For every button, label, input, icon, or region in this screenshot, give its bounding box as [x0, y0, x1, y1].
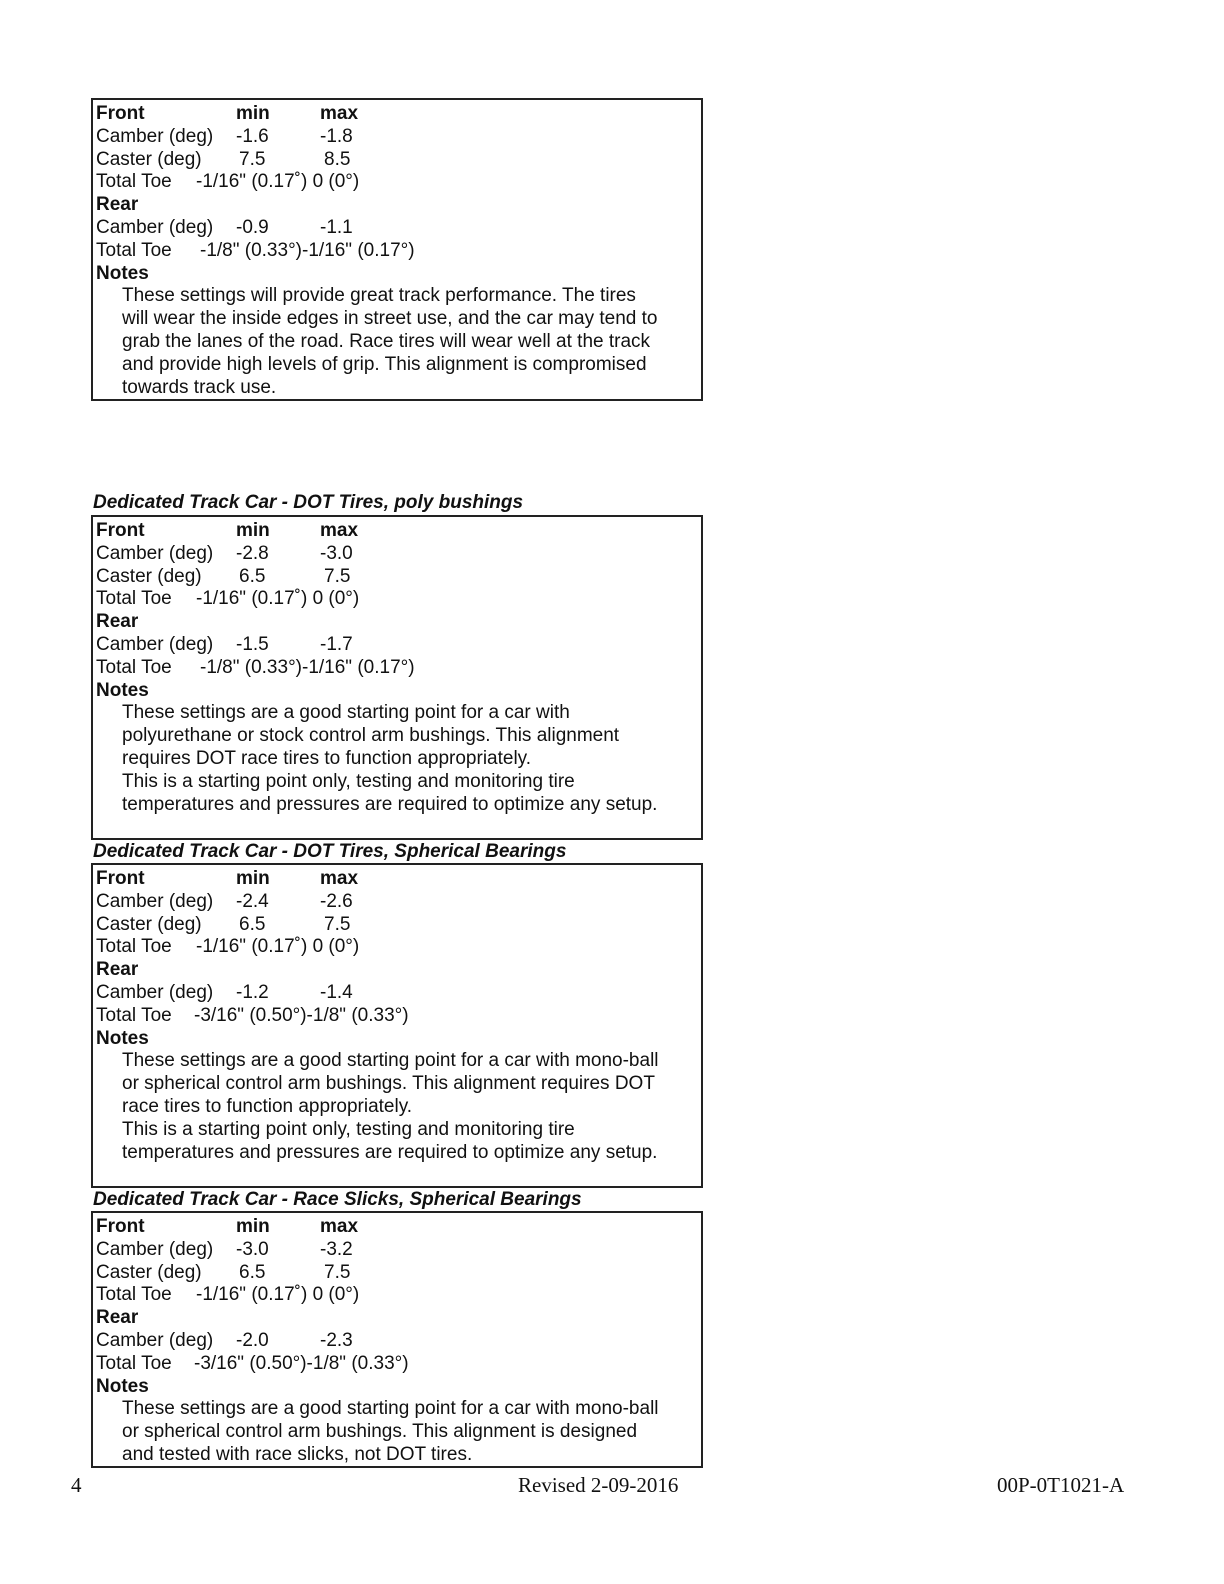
front-caster-row — [96, 1262, 701, 1285]
notes-header-row — [96, 1376, 701, 1399]
max-column-label: max — [320, 1216, 359, 1237]
max-column-label: max — [320, 868, 359, 889]
front-caster-row — [96, 149, 701, 172]
front-heading: Front — [96, 103, 145, 124]
rear-heading: Rear — [96, 1307, 139, 1329]
front-toe-row — [96, 1284, 701, 1307]
front-camber-row — [96, 891, 701, 914]
toe-label: Total Toe — [96, 656, 172, 678]
camber-max: -3.0 — [320, 542, 353, 564]
rear-toe-row — [96, 657, 701, 680]
camber-min: -3.0 — [236, 1238, 269, 1260]
rear-camber-row — [96, 1330, 701, 1353]
camber-label: Camber (deg) — [96, 125, 214, 147]
camber-label: Camber (deg) — [96, 542, 214, 564]
front-toe-row — [96, 588, 701, 611]
front-camber-row — [96, 1239, 701, 1262]
front-heading: Front — [96, 868, 145, 889]
rear-heading: Rear — [96, 959, 139, 981]
alignment-spec-box-dot-spherical — [91, 863, 703, 1188]
toe-label: Total Toe — [96, 239, 172, 261]
notes-paragraph: These settings are a good starting point for a car with mono-ball or spherical control arm bushings. This alignment is designed and tested with race slicks, not DOT tires. — [122, 1398, 659, 1465]
caster-label: Caster (deg) — [96, 565, 202, 587]
notes-heading: Notes — [96, 679, 149, 701]
camber-max: -1.8 — [320, 125, 353, 147]
toe-value: -3/16" (0.50°)-1/8" (0.33°) — [194, 1352, 409, 1374]
camber-label: Camber (deg) — [96, 981, 214, 1003]
notes-paragraph: These settings are a good starting point for a car with mono-ball or spherical control arm bushings. This alignment requires DOT race tires to function appropriately. — [122, 1050, 659, 1117]
notes-paragraph: This is a starting point only, testing and monitoring tire temperatures and pressures are required to optimize any setup. — [122, 1118, 658, 1163]
camber-label: Camber (deg) — [96, 1329, 214, 1351]
page-number: 4 — [71, 1473, 82, 1497]
camber-label: Camber (deg) — [96, 633, 214, 655]
rear-header-row — [96, 611, 701, 634]
front-toe-row — [96, 171, 701, 194]
section-title-slicks-spherical: Dedicated Track Car - Race Slicks, Spherical Bearings — [93, 1189, 582, 1210]
camber-min: -2.0 — [236, 1329, 269, 1351]
front-header-row — [96, 103, 701, 126]
notes-paragraph: These settings will provide great track performance. The tires will wear the inside edges in street use, and the car may tend to grab the lanes of the road. Race tires will wear well at the track and provide high levels of grip. This alignment is compromised towards track use. — [122, 285, 658, 398]
camber-min: -0.9 — [236, 216, 269, 238]
caster-min: 6.5 — [239, 1261, 266, 1283]
front-header-row — [96, 520, 701, 543]
caster-label: Caster (deg) — [96, 913, 202, 935]
front-camber-row — [96, 126, 701, 149]
rear-header-row — [96, 194, 701, 217]
toe-label: Total Toe — [96, 936, 172, 958]
caster-min: 6.5 — [239, 565, 266, 587]
notes-header-row — [96, 680, 701, 703]
revision-date: Revised 2-09-2016 — [518, 1473, 679, 1497]
toe-label: Total Toe — [96, 1284, 172, 1306]
rear-heading: Rear — [96, 611, 139, 633]
alignment-spec-box-track-performance — [91, 98, 703, 401]
rear-header-row — [96, 959, 701, 982]
rear-toe-row — [96, 240, 701, 263]
toe-label: Total Toe — [96, 1352, 172, 1374]
notes-heading: Notes — [96, 262, 149, 284]
camber-label: Camber (deg) — [96, 890, 214, 912]
toe-value: -1/16" (0.17˚) 0 (0°) — [196, 171, 360, 193]
toe-label: Total Toe — [96, 588, 172, 610]
camber-max: -2.3 — [320, 1329, 353, 1351]
front-caster-row — [96, 914, 701, 937]
front-caster-row — [96, 566, 701, 589]
notes-header-row — [96, 1028, 701, 1051]
front-header-row — [96, 868, 701, 891]
camber-label: Camber (deg) — [96, 216, 214, 238]
rear-camber-row — [96, 634, 701, 657]
min-column-label: min — [236, 868, 270, 889]
caster-min: 6.5 — [239, 913, 266, 935]
camber-min: -1.6 — [236, 125, 269, 147]
camber-max: -3.2 — [320, 1238, 353, 1260]
toe-value: -3/16" (0.50°)-1/8" (0.33°) — [194, 1004, 409, 1026]
toe-value: -1/8" (0.33°)-1/16" (0.17°) — [200, 656, 415, 678]
camber-min: -1.5 — [236, 633, 269, 655]
notes-paragraph: This is a starting point only, testing and monitoring tire temperatures and pressures are required to optimize any setup. — [122, 770, 658, 815]
alignment-spec-box-slicks-spherical — [91, 1211, 703, 1468]
toe-value: -1/8" (0.33°)-1/16" (0.17°) — [200, 239, 415, 261]
notes-heading: Notes — [96, 1027, 149, 1049]
camber-max: -2.6 — [320, 890, 353, 912]
front-heading: Front — [96, 520, 145, 541]
notes-paragraph: These settings are a good starting point for a car with polyurethane or stock control arm bushings. This alignment requires DOT race tires to function appropriately. — [122, 702, 620, 769]
caster-max: 8.5 — [324, 148, 351, 170]
min-column-label: min — [236, 520, 270, 541]
caster-max: 7.5 — [324, 913, 351, 935]
front-heading: Front — [96, 1216, 145, 1237]
section-title-dot-spherical: Dedicated Track Car - DOT Tires, Spherical Bearings — [93, 841, 567, 862]
toe-value: -1/16" (0.17˚) 0 (0°) — [196, 936, 360, 958]
toe-value: -1/16" (0.17˚) 0 (0°) — [196, 1284, 360, 1306]
rear-heading: Rear — [96, 194, 139, 216]
front-camber-row — [96, 543, 701, 566]
document-id: 00P-0T1021-A — [997, 1473, 1125, 1497]
camber-max: -1.1 — [320, 216, 353, 238]
rear-camber-row — [96, 982, 701, 1005]
max-column-label: max — [320, 103, 359, 124]
camber-max: -1.7 — [320, 633, 353, 655]
rear-header-row — [96, 1307, 701, 1330]
min-column-label: min — [236, 1216, 270, 1237]
camber-min: -2.8 — [236, 542, 269, 564]
alignment-spec-box-dot-poly — [91, 515, 703, 840]
caster-min: 7.5 — [239, 148, 266, 170]
camber-min: -1.2 — [236, 981, 269, 1003]
rear-camber-row — [96, 217, 701, 240]
toe-value: -1/16" (0.17˚) 0 (0°) — [196, 588, 360, 610]
toe-label: Total Toe — [96, 1004, 172, 1026]
min-column-label: min — [236, 103, 270, 124]
caster-max: 7.5 — [324, 1261, 351, 1283]
caster-max: 7.5 — [324, 565, 351, 587]
camber-max: -1.4 — [320, 981, 353, 1003]
front-toe-row — [96, 936, 701, 959]
max-column-label: max — [320, 520, 359, 541]
toe-label: Total Toe — [96, 171, 172, 193]
caster-label: Caster (deg) — [96, 148, 202, 170]
section-title-dot-poly: Dedicated Track Car - DOT Tires, poly bushings — [93, 492, 524, 513]
front-header-row — [96, 1216, 701, 1239]
camber-label: Camber (deg) — [96, 1238, 214, 1260]
notes-header-row — [96, 263, 701, 286]
caster-label: Caster (deg) — [96, 1261, 202, 1283]
camber-min: -2.4 — [236, 890, 269, 912]
rear-toe-row — [96, 1353, 701, 1376]
rear-toe-row — [96, 1005, 701, 1028]
notes-heading: Notes — [96, 1375, 149, 1397]
